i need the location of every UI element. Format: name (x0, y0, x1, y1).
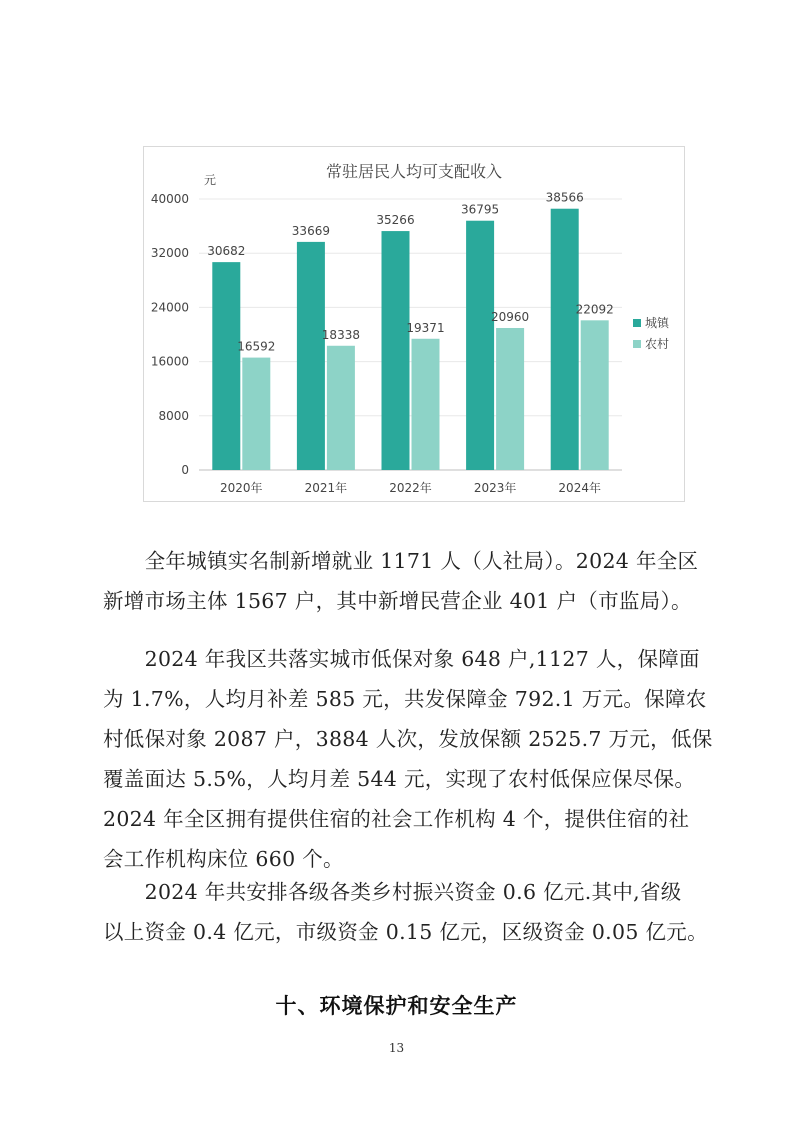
paragraph-line: 全年城镇实名制新增就业 1171 人（人社局）。2024 年全区 (103, 549, 699, 573)
bar-data-label: 30682 (207, 244, 246, 259)
bar-data-label: 19371 (406, 320, 445, 335)
x-tick-label: 2021年 (304, 481, 348, 495)
legend-swatch (633, 319, 641, 327)
x-tick-label: 2020年 (220, 481, 263, 495)
bar-data-label: 16592 (237, 339, 276, 354)
income-chart (143, 146, 685, 502)
bar-城镇 (212, 262, 240, 470)
bar-data-label: 33669 (291, 223, 330, 238)
x-tick-label: 2024年 (558, 481, 601, 495)
paragraph-line: 新增市场主体 1567 户，其中新增民营企业 401 户（市监局）。 (103, 589, 692, 613)
y-axis-unit-label: 元 (204, 173, 217, 187)
bar-data-label: 36795 (461, 202, 500, 217)
bar-data-label: 38566 (545, 190, 584, 205)
paragraph-line: 以上资金 0.4 亿元，市级资金 0.15 亿元，区级资金 0.05 亿元。 (103, 920, 708, 944)
chart-title: 常驻居民人均可支配收入 (325, 162, 503, 181)
paragraph-employment (103, 541, 699, 621)
bar-农村 (581, 320, 609, 470)
bar-农村 (412, 339, 440, 470)
income-chart-svg (144, 147, 684, 501)
paragraph-line: 覆盖面达 5.5%，人均月差 544 元，实现了农村低保应保尽保。 (103, 767, 696, 791)
x-tick-label: 2022年 (389, 481, 432, 495)
paragraph-line: 2024 年我区共落实城市低保对象 648 户,1127 人，保障面 (103, 647, 700, 671)
bar-data-label: 18338 (321, 327, 360, 342)
bar-农村 (242, 358, 270, 470)
paragraph-line: 为 1.7%，人均月补差 585 元，共发保障金 792.1 万元。保障农 (103, 687, 707, 711)
legend-label: 农村 (645, 337, 670, 351)
paragraph-line: 2024 年共安排各级各类乡村振兴资金 0.6 亿元.其中,省级 (103, 880, 682, 904)
bar-城镇 (382, 231, 410, 470)
paragraph-line: 村低保对象 2087 户，3884 人次，发放保额 2525.7 万元，低保 (103, 727, 713, 751)
paragraph-social-security (103, 639, 713, 879)
legend-label: 城镇 (645, 316, 670, 330)
bar-城镇 (466, 221, 494, 470)
bar-城镇 (297, 242, 325, 470)
x-tick-label: 2023年 (473, 481, 517, 495)
bar-data-label: 22092 (575, 302, 614, 317)
y-tick-label: 32000 (150, 246, 189, 261)
y-tick-label: 40000 (150, 192, 189, 206)
y-tick-label: 0 (181, 463, 189, 477)
paragraph-line: 2024 年全区拥有提供住宿的社会工作机构 4 个，提供住宿的社 (103, 807, 690, 831)
page-number: 13 (388, 1041, 405, 1055)
section-heading: 十、环境保护和安全生产 (275, 994, 518, 1018)
y-tick-label: 16000 (150, 354, 189, 369)
bar-城镇 (551, 209, 579, 470)
legend-swatch (633, 340, 641, 348)
y-tick-label: 24000 (150, 300, 189, 315)
bar-农村 (496, 328, 524, 470)
bar-农村 (327, 346, 355, 470)
bar-data-label: 35266 (376, 213, 415, 228)
y-tick-label: 8000 (158, 408, 189, 423)
bar-data-label: 20960 (491, 309, 530, 324)
paragraph-line: 会工作机构床位 660 个。 (103, 847, 344, 871)
paragraph-rural-funds (103, 872, 708, 952)
